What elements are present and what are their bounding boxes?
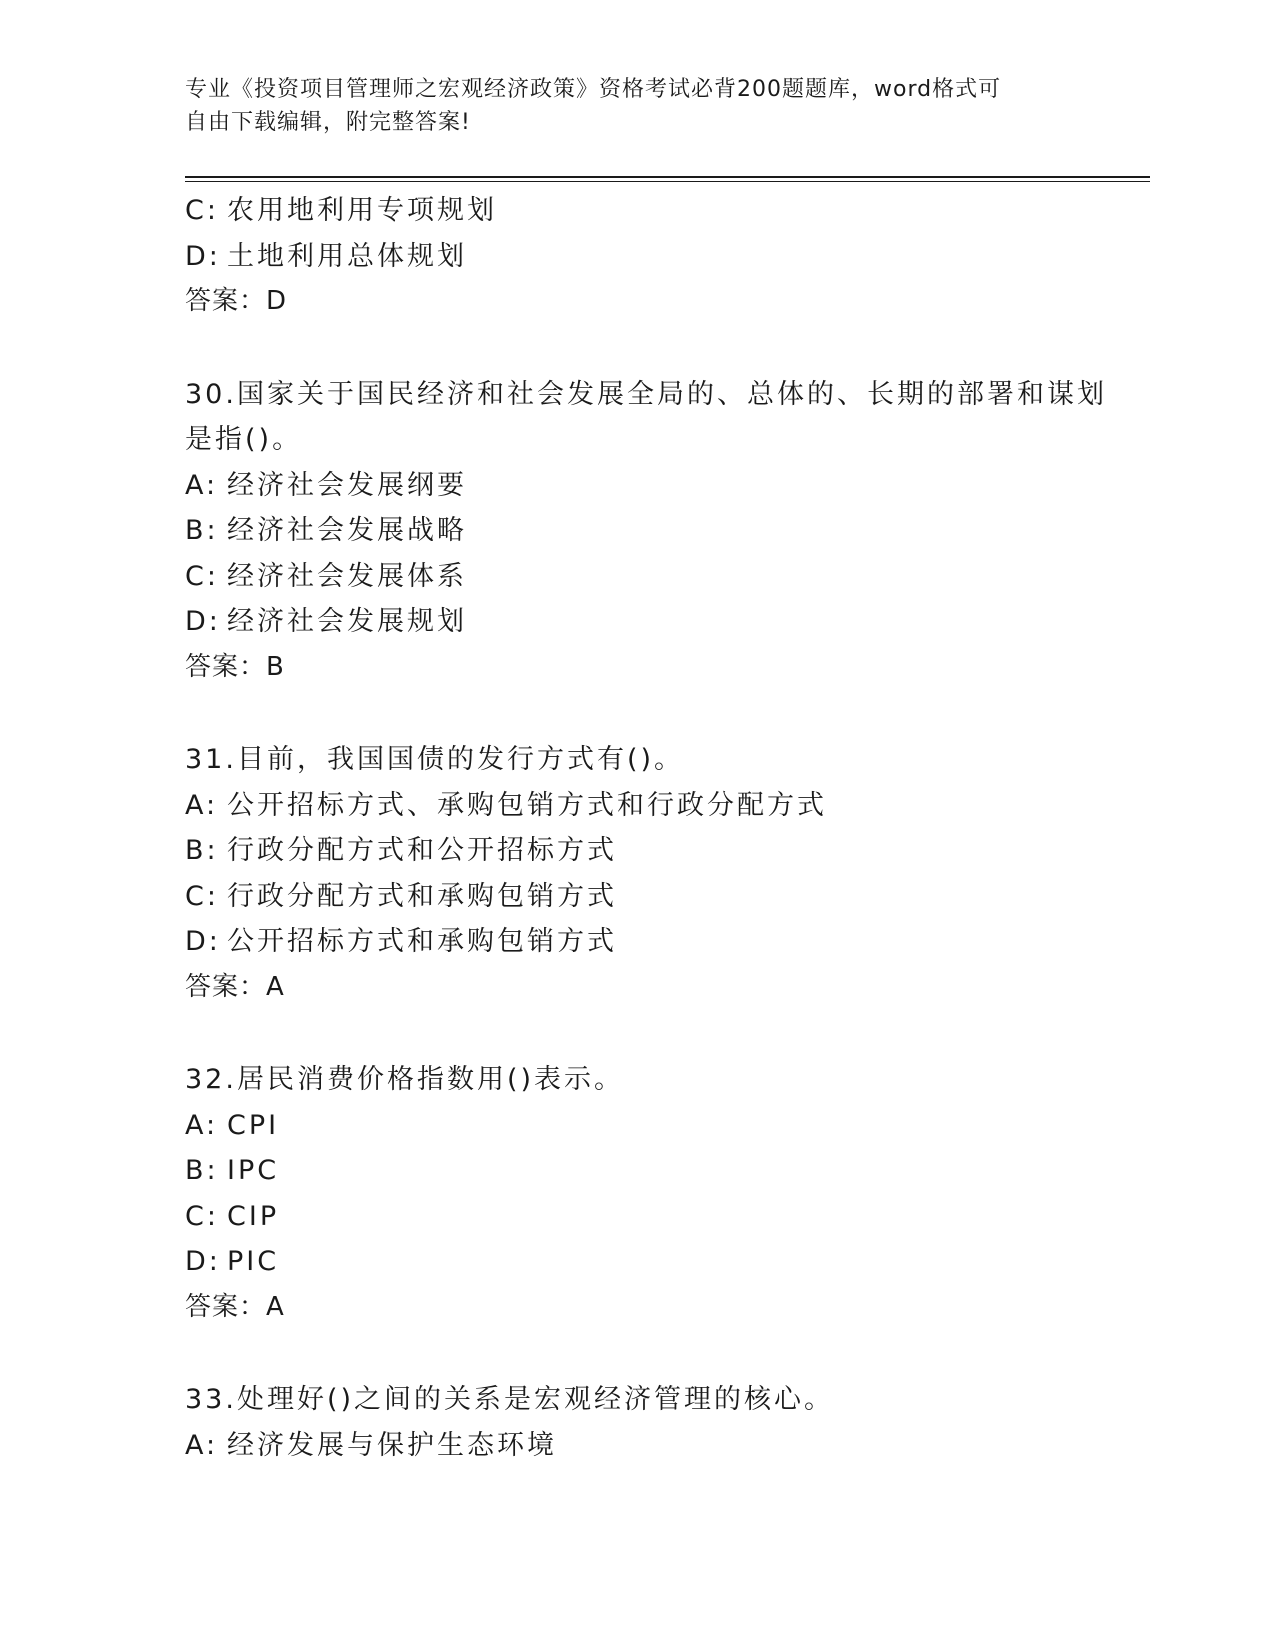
option-d <box>185 1239 1150 1285</box>
option-c <box>185 188 1150 234</box>
answer-line <box>185 645 1150 691</box>
option-text: 土地利用总体规划 <box>227 240 467 272</box>
question-stem: 31.目前，我国国债的发行方式有()。 <box>185 744 685 775</box>
option-b <box>185 1148 1150 1194</box>
spacer <box>185 690 1150 737</box>
spacer <box>185 1010 1150 1057</box>
question-stem-continued: 是指()。 <box>185 424 303 455</box>
option-label: A: <box>185 1109 219 1141</box>
option-label: D: <box>185 926 221 957</box>
option-label: C: <box>185 195 219 226</box>
option-d <box>185 599 1150 645</box>
option-a <box>185 783 1150 829</box>
option-label: A: <box>185 469 219 501</box>
header-divider-thick <box>185 176 1150 178</box>
option-a <box>185 463 1150 509</box>
option-label: A: <box>185 789 219 821</box>
option-c <box>185 874 1150 920</box>
answer-line <box>185 279 1150 325</box>
answer-label: 答案： <box>185 1291 267 1322</box>
header-divider-thin <box>185 181 1150 182</box>
answer-value: B <box>266 651 285 682</box>
option-text: 行政分配方式和公开招标方式 <box>227 835 617 866</box>
option-text: 公开招标方式、承购包销方式和行政分配方式 <box>227 789 827 821</box>
option-text: 经济社会发展战略 <box>227 515 467 546</box>
option-text: CIP <box>227 1200 280 1232</box>
answer-value: A <box>266 1291 285 1322</box>
spacer <box>185 1330 1150 1377</box>
answer-label: 答案： <box>185 651 267 682</box>
option-text: 经济发展与保护生态环境 <box>227 1429 557 1461</box>
answer-label: 答案： <box>185 971 267 1002</box>
option-b <box>185 508 1150 554</box>
option-label: C: <box>185 560 219 592</box>
option-label: B: <box>185 835 219 866</box>
option-label: D: <box>185 1246 221 1277</box>
option-a <box>185 1423 1150 1469</box>
header-title-line-2: 自由下载编辑，附完整答案! <box>185 110 471 135</box>
option-d <box>185 919 1150 965</box>
spacer <box>185 325 1150 372</box>
document-header <box>185 73 1065 139</box>
question-block-33 <box>185 1377 1150 1468</box>
answer-value: D <box>266 286 288 316</box>
option-text: 公开招标方式和承购包销方式 <box>227 926 617 957</box>
option-label: C: <box>185 1200 219 1232</box>
answer-label: 答案： <box>185 286 267 316</box>
option-text: IPC <box>227 1155 280 1186</box>
answer-line <box>185 1285 1150 1331</box>
option-a <box>185 1103 1150 1149</box>
option-label: B: <box>185 515 219 546</box>
question-stem: 32.居民消费价格指数用()表示。 <box>185 1064 625 1095</box>
option-label: B: <box>185 1155 219 1186</box>
option-text: 农用地利用专项规划 <box>227 195 497 226</box>
question-block-29 <box>185 188 1150 325</box>
option-d <box>185 234 1150 280</box>
option-text: PIC <box>227 1246 280 1277</box>
question-list <box>185 188 1150 1468</box>
option-label: A: <box>185 1429 219 1461</box>
question-block-31 <box>185 737 1150 1010</box>
option-c <box>185 1194 1150 1240</box>
option-label: C: <box>185 880 219 912</box>
option-text: 经济社会发展规划 <box>227 606 467 637</box>
option-text: CPI <box>227 1109 280 1141</box>
question-block-30 <box>185 372 1150 691</box>
answer-value: A <box>266 971 285 1002</box>
question-stem: 30.国家关于国民经济和社会发展全局的、总体的、长期的部署和谋划 <box>185 378 1107 410</box>
option-label: D: <box>185 606 221 637</box>
option-text: 经济社会发展纲要 <box>227 469 467 501</box>
question-stem: 33.处理好()之间的关系是宏观经济管理的核心。 <box>185 1384 835 1415</box>
option-b <box>185 828 1150 874</box>
option-text: 行政分配方式和承购包销方式 <box>227 880 617 912</box>
question-block-32 <box>185 1057 1150 1330</box>
option-label: D: <box>185 240 221 272</box>
option-c <box>185 554 1150 600</box>
option-text: 经济社会发展体系 <box>227 560 467 592</box>
answer-line <box>185 965 1150 1011</box>
header-title-line-1: 专业《投资项目管理师之宏观经济政策》资格考试必背200题题库，word格式可 <box>185 77 1002 102</box>
